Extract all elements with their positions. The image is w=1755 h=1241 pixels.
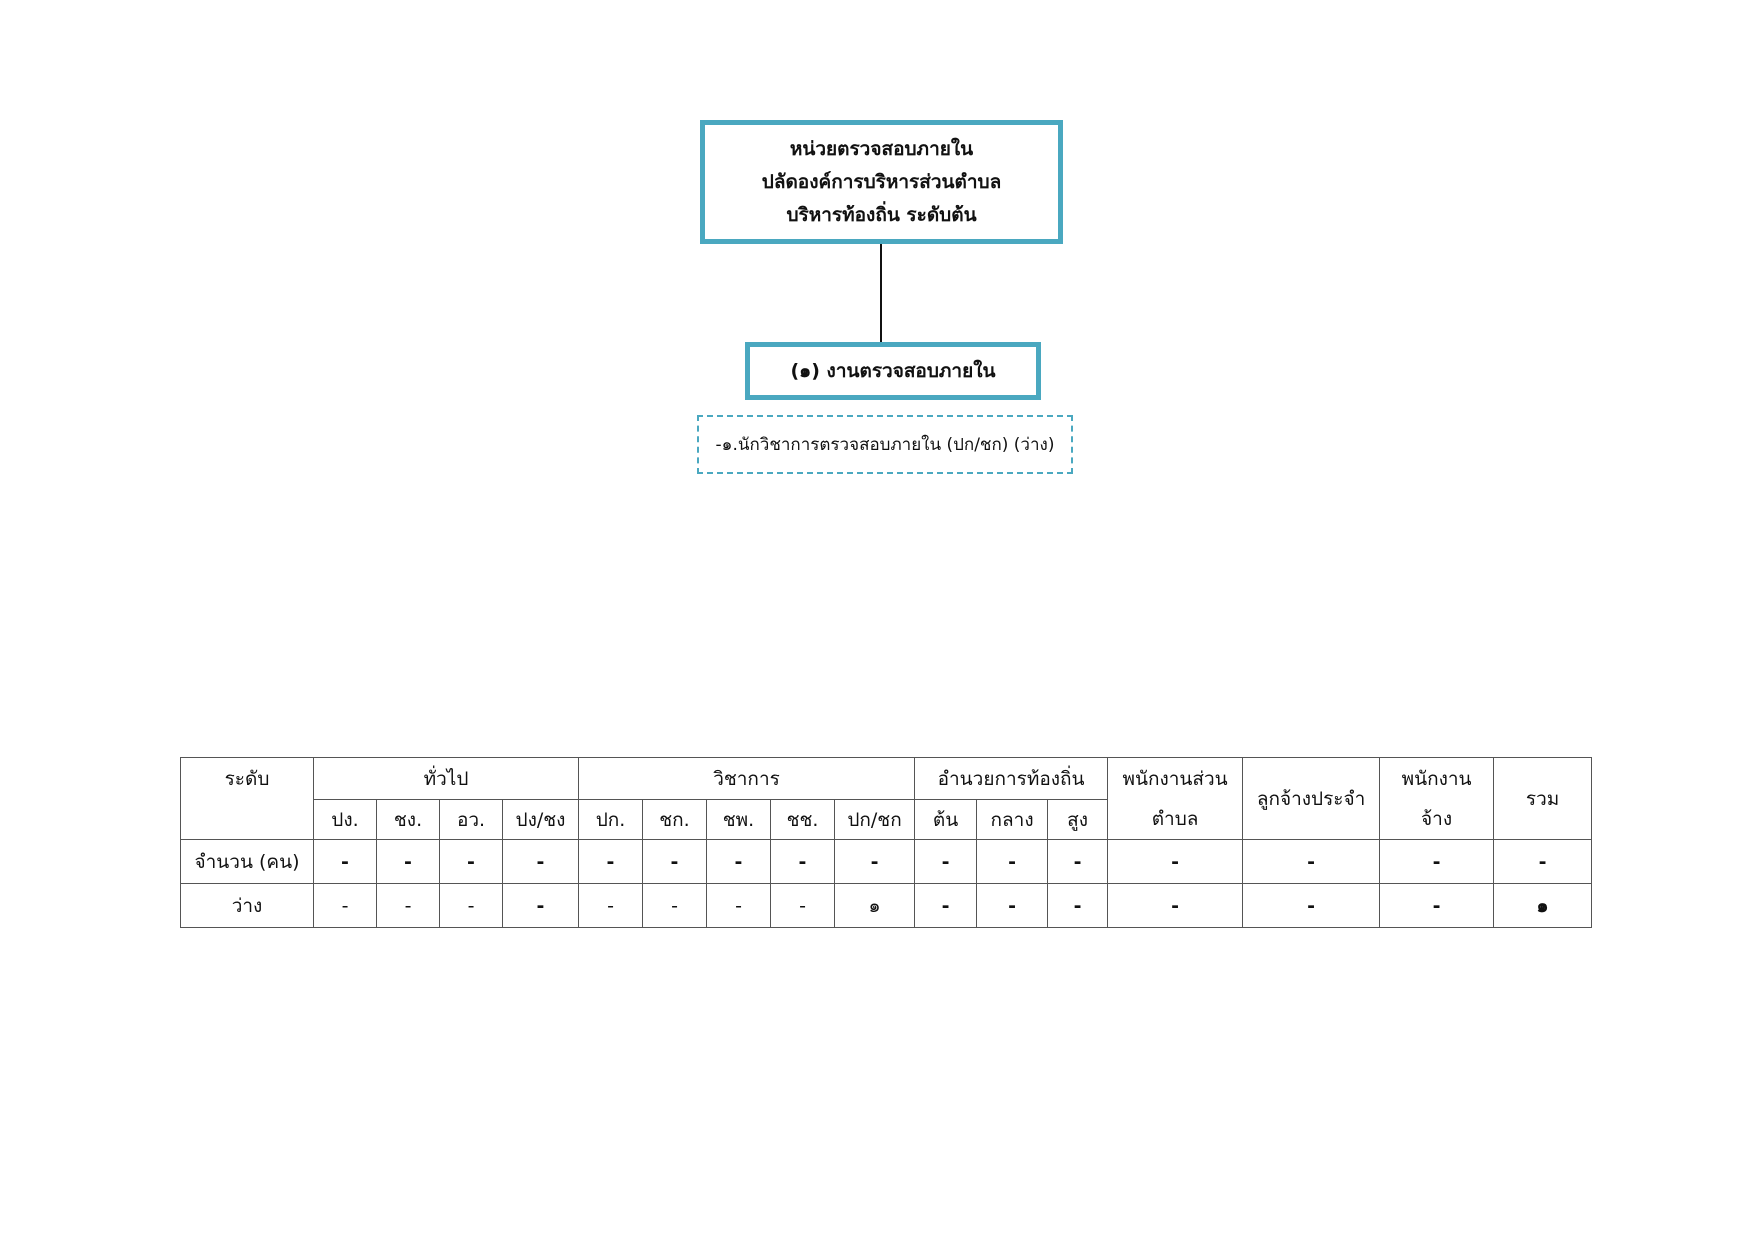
contract-employee-header [1380, 758, 1494, 840]
sub-header-cell: ปง. [314, 800, 377, 840]
table-cell: - [1243, 884, 1380, 928]
table-cell: - [977, 884, 1048, 928]
table-cell: - [1380, 884, 1494, 928]
table-cell: - [915, 884, 977, 928]
table-cell: - [1243, 840, 1380, 884]
table-cell: - [1494, 840, 1592, 884]
table-cell: - [1048, 884, 1108, 928]
table-cell: - [440, 884, 503, 928]
table-cell: - [771, 884, 835, 928]
table-cell: - [643, 840, 707, 884]
org-connector-line [880, 244, 882, 342]
internal-audit-unit-label: (๑) งานตรวจสอบภายใน [790, 360, 996, 382]
general-group-header: ทั่วไป [314, 758, 579, 800]
table-cell: - [377, 840, 440, 884]
staff-summary-table [180, 757, 1592, 928]
table-cell: - [915, 840, 977, 884]
sub-header-cell: สูง [1048, 800, 1108, 840]
position-box [697, 415, 1073, 474]
sub-header-cell: กลาง [977, 800, 1048, 840]
top-unit-line-3: บริหารท้องถิ่น ระดับต้น [786, 203, 977, 226]
table-cell: - [771, 840, 835, 884]
table-cell: - [377, 884, 440, 928]
table-row [181, 884, 1592, 928]
tambon-staff-header [1108, 758, 1243, 840]
row-label: ว่าง [181, 884, 314, 928]
table-cell: ๑ [835, 884, 915, 928]
table-cell: - [1048, 840, 1108, 884]
top-unit-line-1: หน่วยตรวจสอบภายใน [789, 137, 974, 160]
sub-header-cell: อว. [440, 800, 503, 840]
table-cell: - [579, 884, 643, 928]
sub-header-cell: ชพ. [707, 800, 771, 840]
contract-employee-header-line-2: จ้าง [1421, 807, 1453, 830]
table-cell: - [579, 840, 643, 884]
level-header: ระดับ [181, 758, 314, 840]
sub-header-cell: ชก. [643, 800, 707, 840]
row-label: จำนวน (คน) [181, 840, 314, 884]
top-unit-box [700, 120, 1063, 244]
table-cell: - [314, 884, 377, 928]
top-unit-line-2: ปลัดองค์การบริหารส่วนตำบล [761, 170, 1002, 193]
table-row [181, 840, 1592, 884]
sub-header-cell: ปก/ชก [835, 800, 915, 840]
table-cell: - [503, 884, 579, 928]
contract-employee-header-line-1: พนักงาน [1401, 767, 1472, 790]
table-cell: - [707, 884, 771, 928]
table-cell: - [835, 840, 915, 884]
total-header: รวม [1494, 758, 1592, 840]
sub-header-cell: ปง/ชง [503, 800, 579, 840]
local-admin-group-header: อำนวยการท้องถิ่น [915, 758, 1108, 800]
table-cell: - [977, 840, 1048, 884]
table-cell: - [440, 840, 503, 884]
sub-header-cell: ต้น [915, 800, 977, 840]
internal-audit-unit-box [745, 342, 1041, 400]
tambon-staff-header-line-2: ตำบล [1151, 807, 1199, 830]
table-cell: - [503, 840, 579, 884]
table-cell: - [314, 840, 377, 884]
table-cell: ๑ [1494, 884, 1592, 928]
table-cell: - [1380, 840, 1494, 884]
sub-header-cell: ปก. [579, 800, 643, 840]
tambon-staff-header-line-1: พนักงานส่วน [1122, 767, 1228, 790]
permanent-employee-header: ลูกจ้างประจำ [1243, 758, 1380, 840]
sub-header-cell: ชช. [771, 800, 835, 840]
table-cell: - [1108, 840, 1243, 884]
table-cell: - [643, 884, 707, 928]
table-cell: - [1108, 884, 1243, 928]
table-cell: - [707, 840, 771, 884]
position-label: -๑.นักวิชาการตรวจสอบภายใน (ปก/ชก) (ว่าง) [715, 435, 1055, 455]
sub-header-cell: ชง. [377, 800, 440, 840]
academic-group-header: วิชาการ [579, 758, 915, 800]
